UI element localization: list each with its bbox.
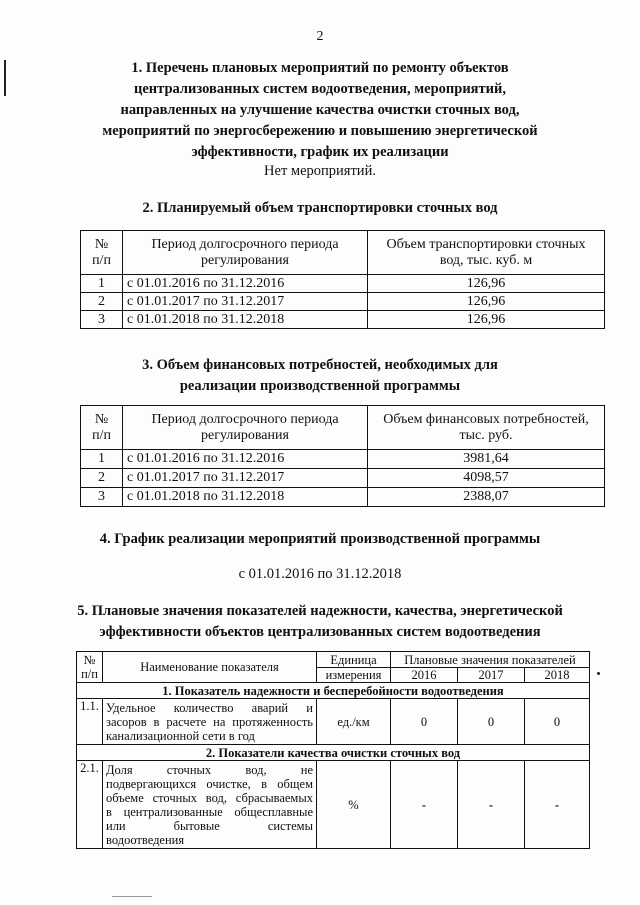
row-period: с 01.01.2018 по 31.12.2018: [123, 311, 368, 329]
table-header-row: [81, 231, 605, 275]
section2-title: [0, 198, 640, 219]
section3-title-line: 3. Объем финансовых потребностей, необходимых для: [142, 357, 498, 373]
group-reliability-title: 1. Показатель надежности и бесперебойности водоотведения: [77, 683, 590, 699]
section4-period: с 01.01.2016 по 31.12.2018: [238, 566, 402, 582]
header-num: № п/п: [81, 231, 123, 275]
row-value-2018: 0: [525, 699, 590, 745]
table-row: [81, 275, 605, 293]
group-quality-title: 2. Показатели качества очистки сточных вод: [77, 745, 590, 761]
table-row: [77, 699, 590, 745]
indicator-name-line: подвергающихся очистке, в общем: [106, 776, 313, 791]
indicator-name-line: объеме сточных вод, сбрасываемых: [106, 790, 313, 805]
row-num: 3: [81, 311, 123, 329]
row-num: 2: [81, 293, 123, 311]
row-period: с 01.01.2017 по 31.12.2017: [123, 469, 368, 488]
header-year-2016: 2016: [391, 668, 458, 683]
section1-title: [0, 58, 640, 163]
row-value-2018: -: [525, 761, 590, 849]
section1-title-line: эффективности, график их реализации: [191, 144, 449, 160]
header-year-2017: 2017: [458, 668, 525, 683]
header-period: Период долгосрочного периода регулирования: [123, 406, 368, 450]
table-row: [81, 450, 605, 469]
table-row: [77, 761, 590, 849]
row-value: 3981,64: [368, 450, 605, 469]
indicator-name-line: засоров в расчете на протяженность: [106, 714, 313, 729]
indicator-name-line: водоотведения: [106, 832, 185, 847]
group-header-row: [77, 683, 590, 699]
row-period: с 01.01.2018 по 31.12.2018: [123, 488, 368, 507]
table-header-row: [77, 652, 590, 668]
indicator-name-line: или бытовые системы: [106, 818, 313, 833]
header-num: № п/п: [77, 652, 103, 683]
header-year-2018: 2018: [525, 668, 590, 683]
header-num: № п/п: [81, 406, 123, 450]
indicator-name-line: Удельное количество аварий и: [106, 700, 313, 715]
section1-title-line: мероприятий по энергосбережению и повышению энергетической: [102, 123, 538, 139]
indicator-name-line: канализационной сети в год: [106, 728, 255, 743]
table-row: [81, 293, 605, 311]
section1-title-line: направленных на улучшение качества очистки сточных вод,: [120, 102, 520, 118]
row-value-2017: 0: [458, 699, 525, 745]
indicator-name-line: в централизованные общесплавные: [106, 804, 313, 819]
row-num: 1: [81, 275, 123, 293]
section1-title-line: 1. Перечень плановых мероприятий по ремонту объектов: [131, 60, 509, 76]
row-value: 4098,57: [368, 469, 605, 488]
table-row: [81, 488, 605, 507]
row-num: 1.1.: [77, 699, 103, 745]
table-row: [81, 311, 605, 329]
row-indicator-name: [103, 699, 317, 745]
row-value: 126,96: [368, 293, 605, 311]
row-indicator-name: [103, 761, 317, 849]
row-num: 2: [81, 469, 123, 488]
section3-title-line: реализации производственной программы: [179, 378, 461, 394]
row-num: 2.1.: [77, 761, 103, 849]
row-value-2016: -: [391, 761, 458, 849]
section1-title-line: централизованных систем водоотведения, мероприятий,: [134, 81, 506, 97]
financial-needs-table: [80, 405, 605, 507]
row-unit: %: [317, 761, 391, 849]
row-period: с 01.01.2016 по 31.12.2016: [123, 450, 368, 469]
header-volume: Объем транспортировки сточных вод, тыс. куб. м: [368, 231, 605, 275]
row-period: с 01.01.2016 по 31.12.2016: [123, 275, 368, 293]
header-planned-values: Плановые значения показателей: [391, 652, 590, 668]
scan-artifact-mark: [112, 896, 152, 897]
group-header-row: [77, 745, 590, 761]
row-unit: ед./км: [317, 699, 391, 745]
section5-title-line: 5. Плановые значения показателей надежности, качества, энергетической: [77, 603, 563, 619]
section1-note: Нет мероприятий.: [264, 163, 376, 179]
section2-title-text: 2. Планируемый объем транспортировки сточных вод: [142, 200, 498, 216]
section4-title: [0, 529, 640, 550]
indicators-table: [76, 651, 590, 849]
row-value: 126,96: [368, 311, 605, 329]
header-unit: Единица: [317, 652, 391, 668]
page-number: 2: [316, 29, 324, 44]
header-unit-measure: измерения: [317, 668, 391, 683]
header-period: Период долгосрочного периода регулирования: [123, 231, 368, 275]
row-num: 3: [81, 488, 123, 507]
row-value-2017: -: [458, 761, 525, 849]
header-financial: Объем финансовых потребностей, тыс. руб.: [368, 406, 605, 450]
section5-title-line: эффективности объектов централизованных систем водоотведения: [99, 624, 541, 640]
row-num: 1: [81, 450, 123, 469]
table-row: [81, 469, 605, 488]
row-value: 2388,07: [368, 488, 605, 507]
transport-volume-table: [80, 230, 605, 329]
header-indicator-name: Наименование показателя: [103, 652, 317, 683]
indicator-name-line: Доля сточных вод, не: [106, 762, 313, 777]
section5-title: [0, 601, 640, 643]
margin-dot: [597, 672, 600, 675]
table-header-row: [81, 406, 605, 450]
row-value-2016: 0: [391, 699, 458, 745]
row-period: с 01.01.2017 по 31.12.2017: [123, 293, 368, 311]
section4-title-text: 4. График реализации мероприятий производственной программы: [99, 531, 541, 547]
section3-title: [0, 355, 640, 397]
row-value: 126,96: [368, 275, 605, 293]
